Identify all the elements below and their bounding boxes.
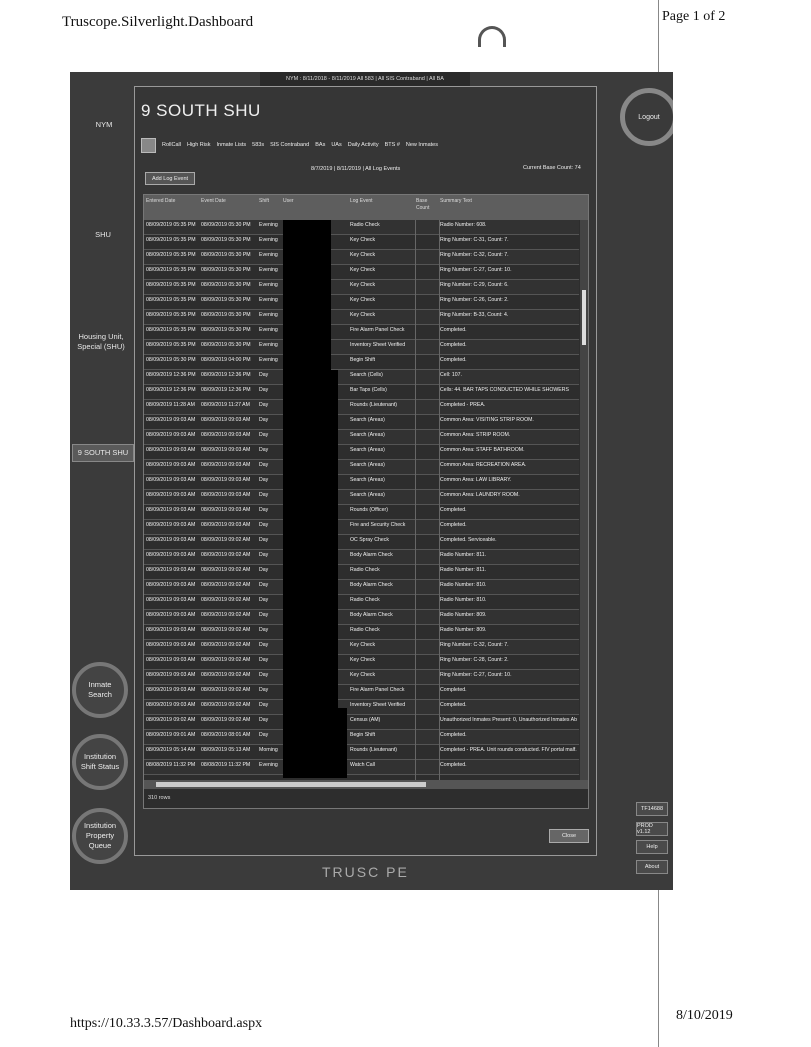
table-cell: 08/09/2019 09:03 AM — [201, 417, 251, 423]
shift-status-button[interactable] — [72, 734, 128, 790]
table-cell: Ring Number: C-31, Count: 7. — [440, 237, 509, 243]
redaction-block — [283, 708, 347, 778]
table-cell: Morning — [259, 747, 278, 753]
header-event-date[interactable]: Event Date — [201, 198, 226, 204]
table-cell: Evening — [259, 252, 278, 258]
table-cell: Day — [259, 402, 269, 408]
table-cell: 08/09/2019 12:36 PM — [201, 372, 251, 378]
tab-uas[interactable]: UAs — [331, 142, 342, 148]
table-cell: 08/09/2019 09:03 AM — [146, 537, 196, 543]
table-cell: Completed. — [440, 357, 467, 363]
table-cell: Day — [259, 372, 269, 378]
table-cell: 08/09/2019 09:02 AM — [201, 612, 251, 618]
table-cell: 08/09/2019 11:27 AM — [201, 402, 250, 408]
table-cell: Radio Check — [350, 597, 380, 603]
table-cell: Day — [259, 717, 269, 723]
table-cell: Begin Shift — [350, 732, 376, 738]
table-cell: Watch Call — [350, 762, 375, 768]
table-cell: 08/09/2019 12:36 PM — [201, 387, 251, 393]
table-row[interactable] — [144, 355, 579, 370]
table-row[interactable] — [144, 715, 579, 730]
table-cell: 08/09/2019 05:14 AM — [146, 747, 196, 753]
table-cell: 08/09/2019 09:03 AM — [146, 552, 196, 558]
table-cell: Day — [259, 387, 269, 393]
table-cell: 08/09/2019 05:30 PM — [201, 222, 251, 228]
table-cell: Day — [259, 582, 269, 588]
table-cell: Ring Number: C-32, Count: 7. — [440, 252, 509, 258]
table-cell: 08/09/2019 09:03 AM — [201, 507, 251, 513]
table-cell: 08/09/2019 09:02 AM — [201, 642, 251, 648]
table-cell: Ring Number: C-27, Count: 10. — [440, 672, 512, 678]
table-row[interactable] — [144, 550, 579, 565]
table-row[interactable] — [144, 310, 579, 325]
table-cell: 08/09/2019 09:03 AM — [201, 462, 251, 468]
table-cell: Search (Areas) — [350, 462, 385, 468]
table-cell: OC Spray Check — [350, 537, 389, 543]
table-row[interactable] — [144, 430, 579, 445]
table-cell: 08/09/2019 09:03 AM — [201, 492, 251, 498]
table-cell: Ring Number: B-33, Count: 4. — [440, 312, 509, 318]
table-cell: Day — [259, 432, 269, 438]
table-cell: Day — [259, 642, 269, 648]
table-cell: 08/09/2019 04:00 PM — [201, 357, 251, 363]
table-cell: Key Check — [350, 642, 376, 648]
table-row[interactable] — [144, 745, 579, 760]
header-user[interactable]: User — [283, 198, 294, 204]
table-cell: Completed. — [440, 327, 467, 333]
main-panel — [134, 86, 597, 856]
tab-inmate-lists[interactable]: Inmate Lists — [216, 142, 247, 148]
table-cell: Evening — [259, 342, 278, 348]
table-cell: Day — [259, 657, 269, 663]
table-cell: 08/09/2019 05:30 PM — [201, 252, 251, 258]
logout-button[interactable] — [620, 88, 673, 146]
table-cell: Fire Alarm Panel Check — [350, 687, 405, 693]
table-cell: Common Area: STRIP ROOM. — [440, 432, 511, 438]
table-row[interactable] — [144, 295, 579, 310]
table-cell: Day — [259, 702, 269, 708]
redaction-block — [283, 220, 331, 370]
tab-sis-contraband[interactable]: SIS Contraband — [270, 142, 310, 148]
table-cell: 08/09/2019 05:35 PM — [146, 237, 196, 243]
log-events-table — [143, 194, 589, 809]
table-cell: Radio Number: 811. — [440, 567, 487, 573]
table-cell: Inventory Sheet Verified — [350, 702, 406, 708]
table-cell: 08/09/2019 05:30 PM — [201, 312, 251, 318]
table-cell: 08/09/2019 09:03 AM — [146, 657, 196, 663]
table-cell: Ring Number: C-26, Count: 2. — [440, 297, 509, 303]
table-cell: 08/09/2019 09:02 AM — [201, 597, 251, 603]
table-cell: 08/09/2019 09:03 AM — [146, 567, 196, 573]
help-button[interactable]: Help — [636, 840, 668, 854]
table-cell: Day — [259, 687, 269, 693]
tab-bar — [141, 135, 591, 155]
table-cell: Evening — [259, 357, 278, 363]
table-row[interactable] — [144, 670, 579, 685]
table-cell: 08/09/2019 09:03 AM — [146, 702, 196, 708]
table-cell: 08/09/2019 09:02 AM — [146, 717, 196, 723]
table-cell: Radio Number: 811. — [440, 552, 487, 558]
tab-bts[interactable]: BTS # — [384, 142, 400, 148]
table-cell: Radio Check — [350, 567, 380, 573]
table-cell: Common Area: LAW LIBRARY. — [440, 477, 512, 483]
table-row[interactable] — [144, 265, 579, 280]
table-cell: 08/09/2019 05:30 PM — [146, 357, 196, 363]
table-cell: Cells: 44. BAR TAPS CONDUCTED WHILE SHOWERS — [440, 387, 569, 393]
table-row[interactable] — [144, 580, 579, 595]
table-cell: 08/09/2019 05:35 PM — [146, 312, 196, 318]
table-cell: Body Alarm Check — [350, 612, 393, 618]
table-row[interactable] — [144, 385, 579, 400]
table-cell: 08/09/2019 09:03 AM — [146, 447, 196, 453]
table-cell: Radio Number: 809. — [440, 612, 487, 618]
table-cell: 08/09/2019 09:03 AM — [146, 432, 196, 438]
table-cell: 08/09/2019 09:02 AM — [201, 627, 251, 633]
table-cell: Search (Areas) — [350, 477, 385, 483]
table-cell: Completed. — [440, 507, 467, 513]
tab-bas[interactable]: BAs — [315, 142, 326, 148]
table-cell: Evening — [259, 762, 278, 768]
table-cell: 08/09/2019 09:03 AM — [201, 447, 251, 453]
header-log-event[interactable]: Log Event — [350, 198, 373, 204]
table-cell: 08/09/2019 09:03 AM — [146, 522, 196, 528]
table-cell: Key Check — [350, 312, 376, 318]
table-cell: 08/09/2019 05:30 PM — [201, 237, 251, 243]
table-cell: Evening — [259, 267, 278, 273]
table-cell: 08/09/2019 05:35 PM — [146, 252, 196, 258]
table-row[interactable] — [144, 475, 579, 490]
table-cell: Rounds (Lieutenant) — [350, 747, 398, 753]
table-row[interactable] — [144, 640, 579, 655]
table-cell: Completed. — [440, 732, 467, 738]
table-cell: 08/09/2019 09:02 AM — [201, 567, 251, 573]
table-cell: Day — [259, 462, 269, 468]
print-footer-url: https://10.33.3.57/Dashboard.aspx — [70, 1016, 263, 1031]
table-row[interactable] — [144, 655, 579, 670]
date-range-bar[interactable]: NYM : 8/11/2018 - 8/11/2019 All 583 | All SIS Contraband | All BA — [260, 72, 470, 86]
table-cell: Radio Check — [350, 222, 380, 228]
print-footer-date: 8/10/2019 — [676, 1008, 733, 1023]
table-row[interactable] — [144, 700, 579, 715]
tab-new-inmates[interactable]: New Inmates — [405, 142, 438, 148]
table-cell: Evening — [259, 282, 278, 288]
table-cell: Radio Number: 809. — [440, 627, 487, 633]
table-cell: 08/09/2019 09:03 AM — [146, 417, 196, 423]
table-cell: Common Area: RECREATION AREA. — [440, 462, 527, 468]
tab-daily-activity[interactable]: Daily Activity — [347, 142, 379, 148]
column-divider — [415, 220, 416, 780]
table-cell: 08/09/2019 09:02 AM — [201, 582, 251, 588]
table-cell: Day — [259, 447, 269, 453]
table-cell: 08/09/2019 09:03 AM — [146, 672, 196, 678]
table-cell: 08/09/2019 05:35 PM — [146, 342, 196, 348]
table-cell: 08/09/2019 12:36 PM — [146, 387, 196, 393]
table-cell: 08/09/2019 05:13 AM — [201, 747, 251, 753]
table-cell: Day — [259, 732, 269, 738]
table-cell: 08/09/2019 09:01 AM — [146, 732, 196, 738]
table-cell: Body Alarm Check — [350, 582, 393, 588]
table-cell: Key Check — [350, 282, 376, 288]
table-cell: 08/09/2019 08:01 AM — [201, 732, 251, 738]
home-icon[interactable] — [141, 138, 156, 153]
inmate-search-label: Inmate Search — [88, 680, 112, 699]
table-row[interactable] — [144, 685, 579, 700]
table-row[interactable] — [144, 400, 579, 415]
table-cell: 08/09/2019 09:02 AM — [201, 717, 251, 723]
print-header-title: Truscope.Silverlight.Dashboard — [62, 14, 254, 30]
redaction-block — [283, 370, 338, 708]
table-cell: Evening — [259, 297, 278, 303]
property-queue-label: Institution Property Queue — [83, 821, 117, 850]
table-row[interactable] — [144, 490, 579, 505]
table-row[interactable] — [144, 460, 579, 475]
shift-status-label: Institution Shift Status — [80, 752, 120, 771]
table-cell: Key Check — [350, 297, 376, 303]
table-cell: Completed. — [440, 342, 467, 348]
table-cell: Radio Number: 810. — [440, 582, 487, 588]
table-cell: Ring Number: C-29, Count: 6. — [440, 282, 509, 288]
header-shift[interactable]: Shift — [259, 198, 270, 204]
table-row[interactable] — [144, 610, 579, 625]
table-cell: Radio Number: 608. — [440, 222, 487, 228]
column-divider — [439, 220, 440, 780]
table-cell: 08/09/2019 09:03 AM — [146, 507, 196, 513]
table-cell: Key Check — [350, 657, 376, 663]
table-cell: Search (Areas) — [350, 492, 385, 498]
table-cell: Census (AM) — [350, 717, 381, 723]
nav-9-south-shu[interactable]: 9 SOUTH SHU — [72, 444, 134, 462]
table-cell: 08/09/2019 09:03 AM — [146, 642, 196, 648]
table-cell: Day — [259, 597, 269, 603]
tab-rollcall[interactable]: RollCall — [162, 142, 181, 148]
table-row[interactable] — [144, 445, 579, 460]
table-cell: Common Area: VISITING STRIP ROOM. — [440, 417, 534, 423]
table-cell: Cell: 107. — [440, 372, 462, 378]
table-cell: Bar Taps (Cells) — [350, 387, 387, 393]
table-cell: 08/09/2019 09:02 AM — [201, 537, 251, 543]
nav-shu[interactable]: SHU — [95, 230, 111, 239]
nav-housing-unit[interactable]: Housing Unit, Special (SHU) — [77, 332, 125, 351]
table-cell: Search (Cells) — [350, 372, 383, 378]
table-cell: Key Check — [350, 672, 376, 678]
table-row[interactable] — [144, 730, 579, 745]
table-cell: Key Check — [350, 252, 376, 258]
table-cell: Day — [259, 417, 269, 423]
property-queue-button[interactable] — [72, 808, 128, 864]
nav-nym[interactable]: NYM — [95, 120, 113, 129]
table-cell: Day — [259, 672, 269, 678]
table-cell: Day — [259, 537, 269, 543]
header-base-count[interactable]: Base Count — [416, 198, 430, 211]
table-row[interactable] — [144, 535, 579, 550]
tab-high-risk[interactable]: High Risk — [186, 142, 211, 148]
table-cell: Radio Check — [350, 627, 380, 633]
table-cell: Common Area: LAUNDRY ROOM. — [440, 492, 520, 498]
table-cell: 08/09/2019 09:03 AM — [146, 582, 196, 588]
table-row[interactable] — [144, 370, 579, 385]
table-cell: 08/09/2019 09:03 AM — [146, 687, 196, 693]
table-cell: Ring Number: C-32, Count: 7. — [440, 642, 509, 648]
table-cell: Begin Shift — [350, 357, 376, 363]
table-cell: 08/09/2019 09:02 AM — [201, 702, 251, 708]
about-button[interactable]: About — [636, 860, 668, 874]
table-row[interactable] — [144, 325, 579, 340]
table-cell: 08/09/2019 09:02 AM — [201, 687, 251, 693]
table-cell: Day — [259, 567, 269, 573]
table-row[interactable] — [144, 340, 579, 355]
paper-curl — [478, 26, 506, 47]
table-row[interactable] — [144, 250, 579, 265]
table-cell: 08/09/2019 09:02 AM — [201, 672, 251, 678]
table-cell: 08/09/2019 12:36 PM — [146, 372, 196, 378]
table-cell: Radio Number: 810. — [440, 597, 487, 603]
table-cell: 08/09/2019 11:28 AM — [146, 402, 195, 408]
table-cell: Day — [259, 627, 269, 633]
table-cell: 08/09/2019 05:30 PM — [201, 267, 251, 273]
table-cell: 08/09/2019 05:35 PM — [146, 267, 196, 273]
table-cell: 08/09/2019 09:03 AM — [146, 597, 196, 603]
table-cell: 08/09/2019 09:03 AM — [146, 492, 196, 498]
table-cell: 08/09/2019 09:03 AM — [201, 522, 251, 528]
table-cell: Completed. Serviceable. — [440, 537, 497, 543]
table-cell: 08/09/2019 09:03 AM — [146, 477, 196, 483]
table-cell: Key Check — [350, 237, 376, 243]
truscope-logo: TRUSC PE — [322, 864, 409, 880]
table-row[interactable] — [144, 565, 579, 580]
table-cell: 08/09/2019 05:30 PM — [201, 327, 251, 333]
table-cell: Unauthorized Inmates Present: 0, Unauthorized Inmates Ab — [440, 717, 577, 723]
tf-badge: TF14688 — [636, 802, 668, 816]
vertical-scroll-thumb[interactable] — [582, 290, 586, 345]
table-cell: Fire and Security Check — [350, 522, 406, 528]
table-cell: Day — [259, 522, 269, 528]
table-row[interactable] — [144, 415, 579, 430]
header-entered-date[interactable]: Entered Date — [146, 198, 176, 204]
table-row[interactable] — [144, 505, 579, 520]
inmate-search-button[interactable] — [72, 662, 128, 718]
table-cell: Evening — [259, 312, 278, 318]
table-cell: 08/09/2019 09:03 AM — [146, 627, 196, 633]
base-count: Current Base Count: 74 — [523, 165, 581, 171]
table-row[interactable] — [144, 280, 579, 295]
table-cell: Search (Areas) — [350, 417, 385, 423]
log-filter-select[interactable]: 8/7/2019 | 8/11/2019 | All Log Events — [311, 166, 401, 172]
table-cell: Search (Areas) — [350, 432, 385, 438]
table-cell: Rounds (Lieutenant) — [350, 402, 398, 408]
table-row[interactable] — [144, 625, 579, 640]
table-cell: Day — [259, 477, 269, 483]
prod-version: PROD v1.12 — [636, 822, 668, 836]
table-cell: 08/09/2019 05:35 PM — [146, 282, 196, 288]
table-cell: Completed. — [440, 762, 467, 768]
table-cell: Rounds (Officer) — [350, 507, 388, 513]
table-cell: Common Area: STAFF BATHROOM. — [440, 447, 525, 453]
table-cell: 08/09/2019 09:02 AM — [201, 657, 251, 663]
table-cell: 08/09/2019 05:30 PM — [201, 297, 251, 303]
table-cell: 08/09/2019 05:30 PM — [201, 342, 251, 348]
table-cell: Key Check — [350, 267, 376, 273]
table-cell: 08/09/2019 09:03 AM — [146, 612, 196, 618]
table-cell: Evening — [259, 237, 278, 243]
table-cell: Evening — [259, 327, 278, 333]
table-cell: 08/09/2019 09:03 AM — [201, 432, 251, 438]
table-cell: 08/09/2019 05:35 PM — [146, 327, 196, 333]
table-cell: Inventory Sheet Verified — [350, 342, 406, 348]
table-cell: Day — [259, 492, 269, 498]
add-log-event-button[interactable]: Add Log Event — [145, 172, 195, 185]
table-cell: 08/09/2019 09:02 AM — [201, 552, 251, 558]
table-cell: 08/09/2019 09:03 AM — [201, 477, 251, 483]
tab-583s[interactable]: 583s — [252, 142, 265, 148]
table-cell: 08/08/2019 11:32 PM — [201, 762, 251, 768]
horizontal-scroll-thumb[interactable] — [156, 782, 426, 787]
table-cell: Completed. — [440, 702, 467, 708]
table-row[interactable] — [144, 220, 579, 235]
table-cell: Completed - PREA. — [440, 402, 486, 408]
app-screen — [70, 72, 673, 890]
table-header — [144, 195, 588, 220]
table-cell: 08/09/2019 05:35 PM — [146, 297, 196, 303]
table-cell: 08/09/2019 09:03 AM — [146, 462, 196, 468]
table-cell: Search (Areas) — [350, 447, 385, 453]
table-cell: Day — [259, 507, 269, 513]
table-cell: Body Alarm Check — [350, 552, 393, 558]
table-cell: 08/09/2019 05:35 PM — [146, 222, 196, 228]
table-cell: Evening — [259, 222, 278, 228]
rows-count: 310 rows — [148, 795, 171, 801]
table-row[interactable] — [144, 595, 579, 610]
close-button[interactable]: Close — [549, 829, 589, 843]
table-cell: Completed. — [440, 522, 467, 528]
table-cell: Ring Number: C-27, Count: 10. — [440, 267, 512, 273]
table-cell: Day — [259, 612, 269, 618]
print-page-number: Page 1 of 2 — [662, 9, 726, 24]
table-cell: Completed - PREA. Unit rounds conducted. FIV portal malf. — [440, 747, 577, 753]
table-row[interactable] — [144, 520, 579, 535]
table-cell: 08/08/2019 11:32 PM — [146, 762, 196, 768]
table-cell: Completed. — [440, 687, 467, 693]
page-title: 9 SOUTH SHU — [141, 101, 261, 120]
table-cell: Day — [259, 552, 269, 558]
table-row[interactable] — [144, 760, 579, 775]
table-cell: Ring Number: C-28, Count: 2. — [440, 657, 509, 663]
header-summary[interactable]: Summary Text — [440, 198, 472, 204]
table-row[interactable] — [144, 235, 579, 250]
logout-label: Logout — [638, 113, 660, 121]
table-cell: 08/09/2019 05:30 PM — [201, 282, 251, 288]
table-cell: Fire Alarm Panel Check — [350, 327, 405, 333]
